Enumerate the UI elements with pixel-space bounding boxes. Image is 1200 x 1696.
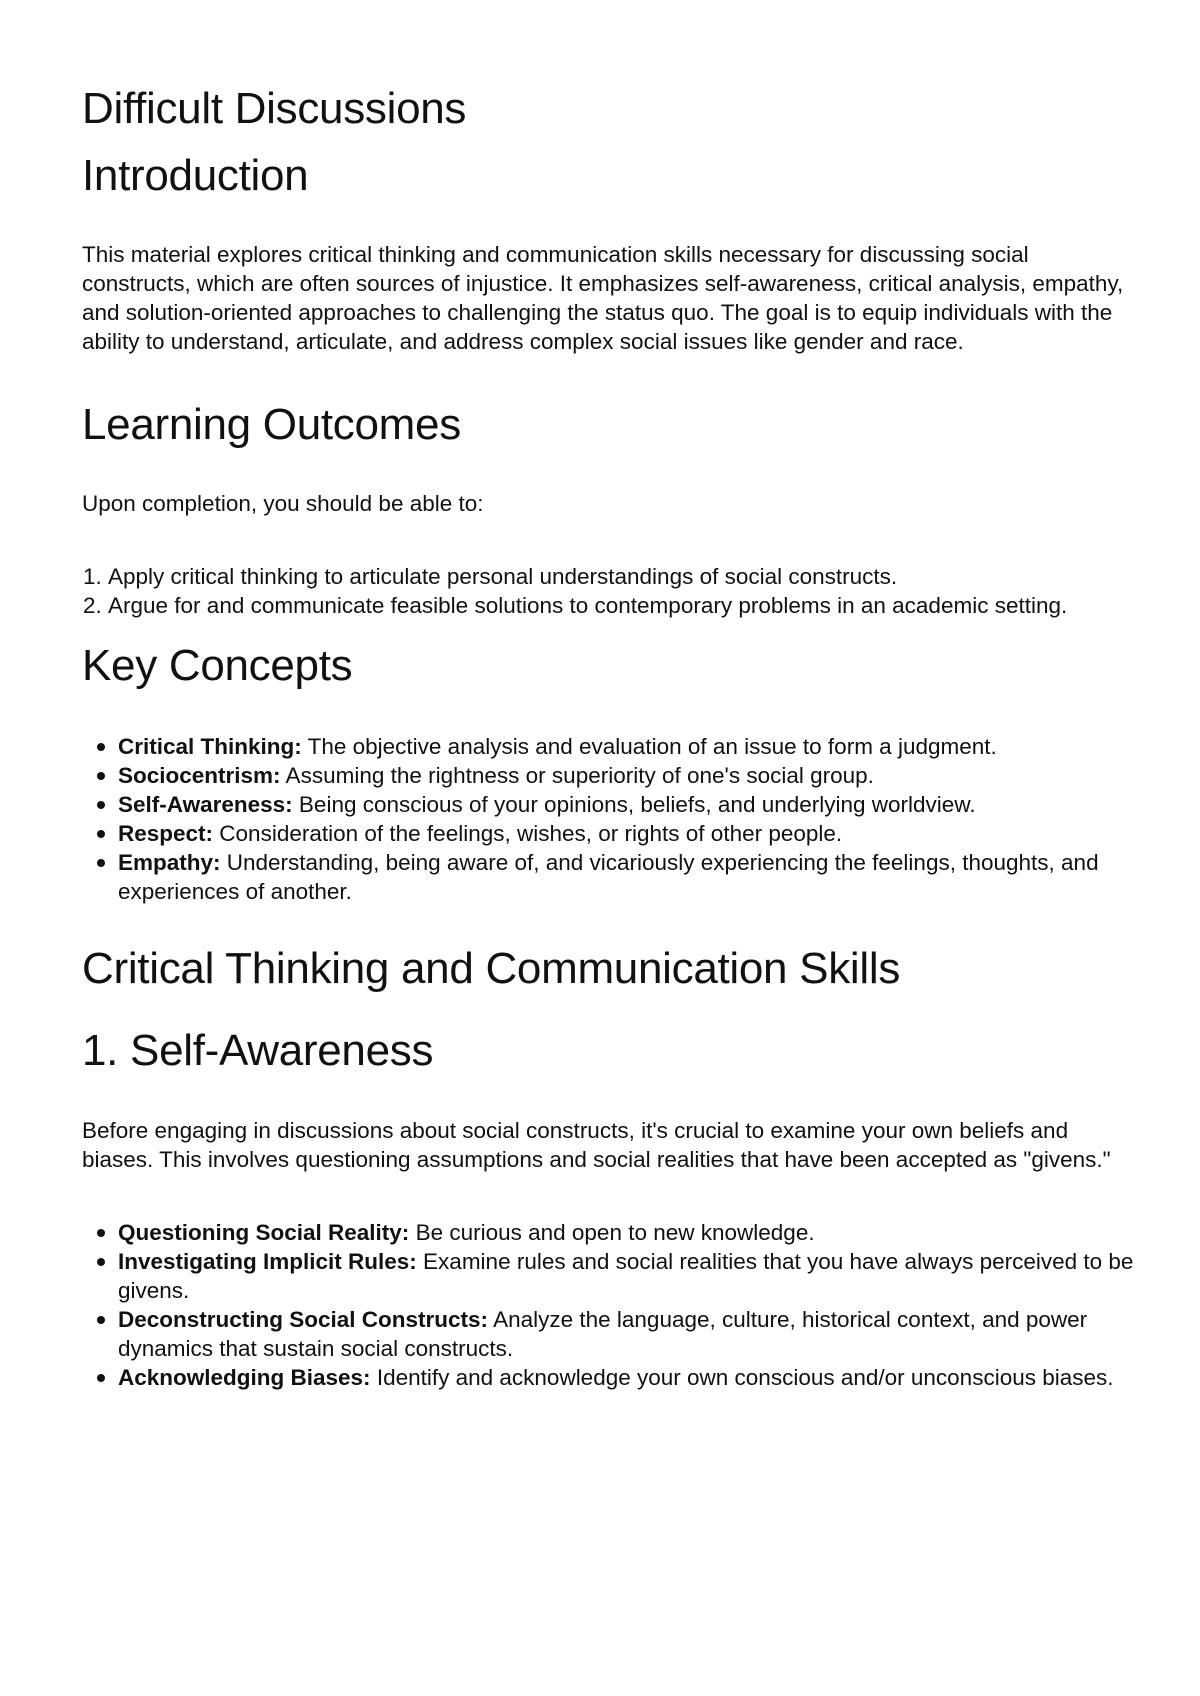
key-concepts-heading: Key Concepts [82,641,353,690]
list-item: 1. Apply critical thinking to articulate personal understandings of social constructs. [108,562,1142,591]
list-item [118,1305,1142,1363]
introduction-paragraph: This material explores critical thinking and communication skills necessary for discussing social constructs, which are often sources of injustice. It emphasizes self-awareness, critical analysis, empathy, and solution-oriented approaches to challenging the status quo. The goal is to equip individuals with the ability to understand, articulate, and address complex social issues like gender and race. [82,242,1124,354]
list-item: 2. Argue for and communicate feasible solutions to contemporary problems in an academic setting. [108,591,1142,620]
term-label: Empathy: [118,850,221,875]
list-item [118,732,1142,761]
term-label: Respect: [118,821,214,846]
term-definition: Identify and acknowledge your own conscious and/or unconscious biases. [370,1365,1114,1390]
self-awareness-heading: 1. Self-Awareness [82,1026,434,1075]
term-label: Questioning Social Reality: [118,1220,410,1245]
list-item [118,848,1142,906]
list-item [118,1247,1142,1305]
list-item [118,1218,1142,1247]
term-definition: Understanding, being aware of, and vicariously experiencing the feelings, thoughts, and experiences of another. [118,850,1099,904]
term-label: Self-Awareness: [118,792,293,817]
term-label: Investigating Implicit Rules: [118,1249,417,1274]
term-definition: Being conscious of your opinions, beliefs, and underlying worldview. [292,792,976,817]
term-label: Acknowledging Biases: [118,1365,371,1390]
learning-outcomes-heading: Learning Outcomes [82,400,461,449]
term-definition: Examine rules and social realities that you have always perceived to be givens. [118,1249,1134,1303]
list-item [118,1363,1142,1392]
term-label: Sociocentrism: [118,763,281,788]
list-item [118,761,1142,790]
term-definition: Be curious and open to new knowledge. [409,1220,815,1245]
term-definition: Assuming the rightness or superiority of one's social group. [280,763,874,788]
term-definition: Analyze the language, culture, historical context, and power dynamics that sustain social constructs. [118,1307,1088,1361]
document-page [82,78,1142,1392]
learning-outcomes-list [82,562,1142,620]
term-definition: Consideration of the feelings, wishes, or rights of other people. [213,821,843,846]
term-label: Deconstructing Social Constructs: [118,1307,489,1332]
learning-outcomes-lead: Upon completion, you should be able to: [82,491,484,516]
document-title: Difficult Discussions [82,84,467,133]
term-label: Critical Thinking: [118,734,302,759]
skills-heading: Critical Thinking and Communication Skills [82,944,901,993]
introduction-heading: Introduction [82,151,309,200]
term-definition: The objective analysis and evaluation of an issue to form a judgment. [301,734,997,759]
list-item [118,790,1142,819]
self-awareness-paragraph: Before engaging in discussions about social constructs, it's crucial to examine your own beliefs and biases. This involves questioning assumptions and social realities that have been accepted as "givens." [82,1118,1111,1172]
self-awareness-list [82,1218,1142,1392]
list-item [118,819,1142,848]
key-concepts-list [82,732,1142,906]
